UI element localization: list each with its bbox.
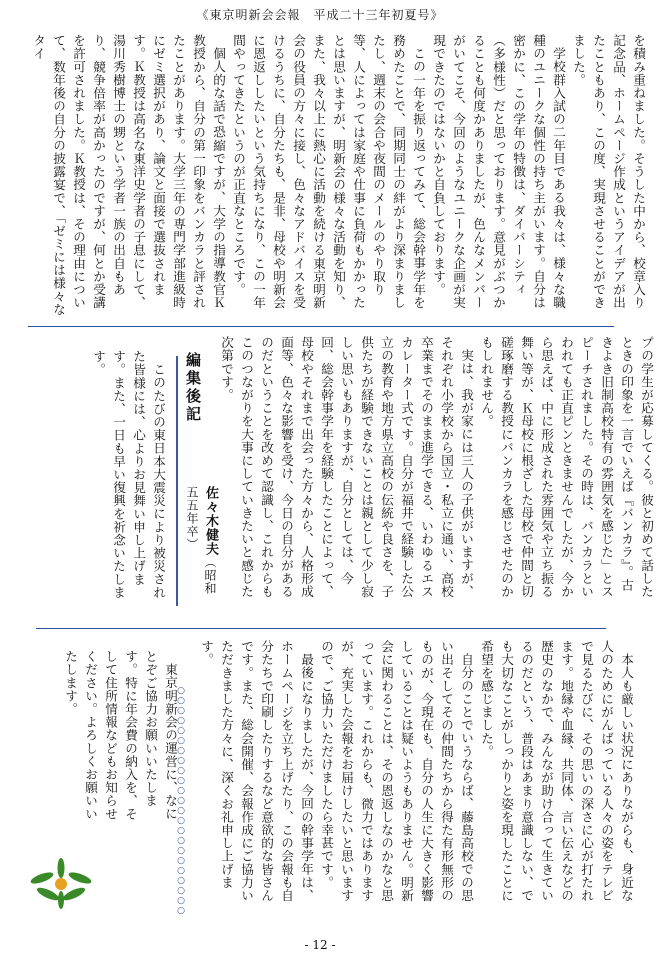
notice-column	[60, 650, 180, 830]
author-name: 佐々木健夫	[203, 486, 218, 556]
section-divider	[36, 628, 606, 629]
article-paragraph: を積み重ねました。そうした中から、校章入り記念品、ホームページ作成というアイデアが出たこともあり、この度、実現させることができました。	[571, 34, 646, 310]
article-column	[216, 336, 656, 598]
editor-note-paragraph: 最後になりましたが、今回の幹事学年は、ホームページを立ち上げたり、この会報も自分たちで印刷したりするなど意欲的な皆さんです。また、総会開催、会報作成にご協力いただきました方々に、深くお礼申し上げます。	[199, 640, 314, 902]
article-paragraph: 学校群入試の二年目である我々は、様々な職種のユニークな個性の持ち主がいます。自分は密かに、この学年の特徴は、ダイバーシティ（多様性）だと思っております。意見がぶつかることも何度かありましたが、色んなメンバーがいてこそ、今回のようなユニークな企画が実現できたのではないかと自負しております。	[431, 34, 566, 310]
page-number: - 12 -	[304, 938, 336, 952]
newsletter-header: 《東京明新会会報 平成二十三年初夏号》	[196, 8, 444, 22]
editor-note-paragraph: 自分のことでいうならば、藤島高校での思い出そしてその仲間たちから得た有形無形のものが、今現在も、自分の人生に大きく影響していることは疑いようもありません。明新会に関わることは、その恩返しなのかなと思っています。これからも、微力ではありますが、充実した会報をお届けしたいと思いますので、ご協力いただけましたら幸甚です。	[319, 640, 474, 902]
leaf-flower-icon	[28, 858, 94, 908]
notice-paragraph: 東京明新会の運営に、なにとぞご協力お願いいたします。特に年会費の納入を、そして住所情報などもお知らせください。よろしくお願いいたします。	[63, 650, 178, 821]
editor-note	[28, 336, 218, 606]
article-bottom-band	[196, 640, 634, 912]
article-top-band	[28, 34, 646, 316]
editor-note-body	[88, 350, 168, 600]
article-paragraph: プの学生が応募してくる。彼と初めて話したときの印象を一言でいえば『バンカラ』。古きよき旧制高校特有の雰囲気を感じた」とスピーチされました。その時は、バンカラといわれても正直ピンときませんでしたが、今から思えば、中に形成された雰囲気や立ち振る舞い等が、Ｋ母校に根ざした母校で仲間と切磋琢磨する教授にバンカラを感じさせたのかもしれません。	[479, 336, 654, 598]
editor-note-paragraph: 本人も厳しい状況にありながらも、身近な人のためにがんばっている人々の姿をテレビで見るたびに、その思いの深さに心が打たれます。地縁や血縁、共同体、言い伝えなどの歴史のなかで、みんなが助け合って生きているのだという、普段はあまり意識しない、でも大切なことがしっかりと姿を現したことに希望を感じました。	[479, 640, 634, 902]
article-paragraph: この一年を振り返ってみて、総会幹事学年を務めたことで、同期同士の絆がより深まりましたし、週末の会合や夜間のメールのやり取り等、人によっては家庭や仕事に負荷もかかったとは思いますが、明新会の様々な活動を知り、また、我々以上に熱心に活動を続ける東京明新会の役員の方々に接し、色々なアドバイスを受けるうちに、自分たちも、是非、母校や明新会に恩返ししたいという気持ちになり、この一年間やってきたというのが正直なところです。	[231, 34, 426, 310]
editor-note-title: 編集後記	[184, 352, 202, 424]
editor-note-author	[184, 486, 220, 606]
editor-note-column	[196, 640, 636, 912]
article-paragraph: 個人的な話で恐縮ですが、大学の指導教官Ｋ教授から、自分の第一印象をバンカラと評されたことがあります。大学三年の専門学部進級時にゼミ選択があり、論文と面接で選抜されます。Ｋ教授は高名な東洋史学者の子息にして、湯川秀樹博士の甥という学者一族の出自もあり、競争倍率が高かったのですが、何とか受講を許可されました。Ｋ教授は、その理由について、数年後の自分の披露宴で、「ゼミには様々なタイ	[31, 34, 226, 316]
editor-note-bar	[176, 356, 178, 606]
author-class: （昭和五五年卒）	[185, 486, 217, 595]
dotted-separator: ○○○○○○○○○○○○○○○○○○○○○○○	[176, 686, 186, 916]
section-divider	[28, 326, 614, 327]
article-middle-band	[216, 336, 654, 598]
editor-note-paragraph: このたびの東日本大震災により被災された皆様には、心よりお見舞い申し上げます。また、一日も早い復興を祈念いたします。	[91, 350, 166, 599]
article-column	[28, 34, 648, 316]
notice-box	[60, 650, 178, 830]
article-paragraph: 実は、我が家には三人の子供がいますが、それぞれ小学校から国立・私立に通い、高校卒業までそのまま進学できる、いわゆるエスカレーター式です。自分が福井で経験した公立の教育や地方県立高校の伝統や良さを、子供たちが経験できないことは親として少し寂しい思いもありますが、自分としては、今回、総会幹事学年を経験したことによって、母校やそれまで出会った方々から、人格形成面等、色々な影響を受け、今日の自分があるのだということを改めて認識し、これからもこのつながりを大事にしていきたいと感じた次第です。	[219, 336, 474, 598]
flower	[55, 878, 67, 890]
